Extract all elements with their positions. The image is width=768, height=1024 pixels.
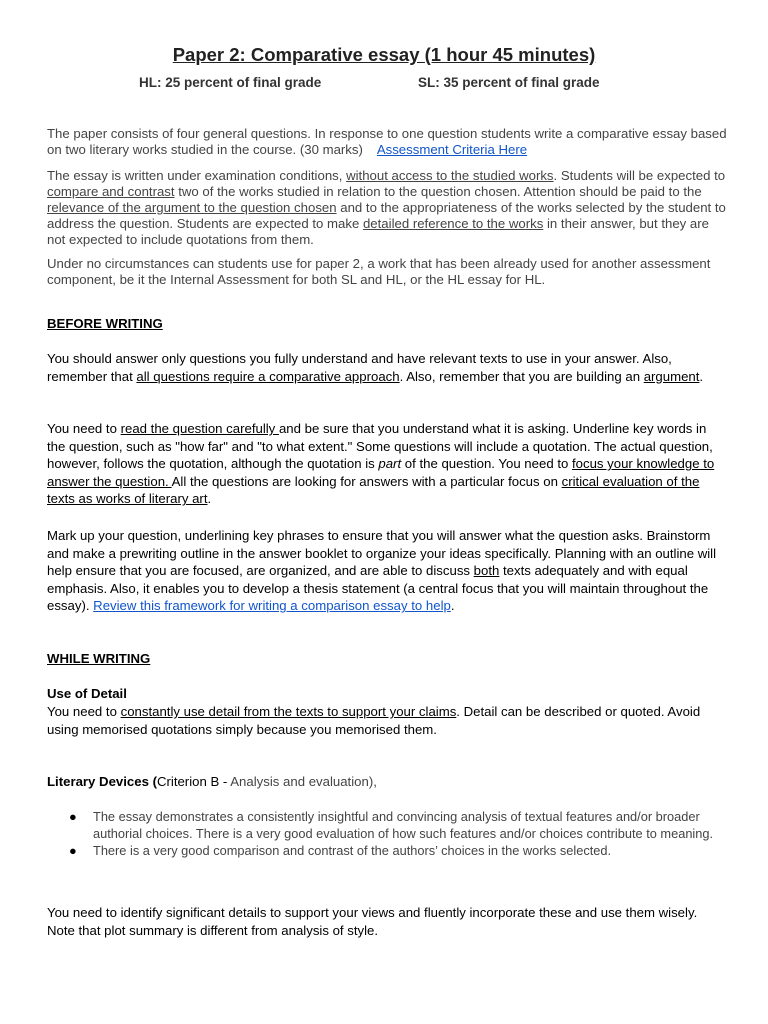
criterion-bullet-list <box>47 808 727 859</box>
text-run: . <box>450 598 455 614</box>
emphasis-text: critical evaluation of the texts as works of literary art <box>47 473 700 507</box>
text-run: You should answer only questions you fully understand and have relevant texts to use in your answer. Also, remember that <box>47 351 672 384</box>
emphasis-text: read the question carefully <box>120 421 279 436</box>
comparison-framework-link[interactable]: Review this framework for writing a comparison essay to help <box>93 598 451 614</box>
use-of-detail-paragraph <box>47 703 727 738</box>
emphasis-text: without access to the studied works <box>346 168 554 183</box>
literary-devices-heading <box>47 773 727 791</box>
emphasis-text: all questions require a comparative approach <box>136 368 400 384</box>
before-paragraph-3 <box>47 527 727 615</box>
text-run: . Students will be expected to <box>553 168 726 183</box>
text-run: . <box>207 491 212 507</box>
text-run: Analysis and evaluation), <box>230 774 377 789</box>
bullet-text: There is a very good comparison and contrast of the authors’ choices in the works selected. <box>93 843 612 858</box>
list-item <box>47 842 727 859</box>
text-run: in their answer, but they are not expected to include quotations from them. <box>47 216 709 247</box>
text-run: of the question. You need to <box>401 456 572 472</box>
text-run: . Also, remember that you are building an <box>399 368 644 384</box>
text-run: Literary Devices ( <box>47 774 157 789</box>
hl-grade-label: HL: 25 percent of final grade <box>139 75 322 90</box>
bullet-text: The essay demonstrates a consistently insightful and convincing analysis of textual features and/or broader authorial choices. There is a very good evaluation of how such features and/or choices contribute to meaning. <box>93 809 714 841</box>
text-run: . Detail can be described or quoted. Avoid using memorised quotations simply because you memorised them. <box>47 704 701 737</box>
text-run: and be sure that you understand what it is asking. Underline key words in the question, such as "how far" and "to what extent." Some questions will include a quotation. The actual question, however, follows the quotation, although the quotation is <box>47 421 713 472</box>
before-paragraph-1 <box>47 350 727 385</box>
text-run: . <box>699 368 704 384</box>
emphasis-text: detailed reference to the works <box>362 216 544 231</box>
intro-paragraph-2 <box>47 168 727 248</box>
text-run: Mark up your question, underlining key phrases to ensure that you will answer what the question asks. Brainstorm and make a prewriting outline in the answer booklet to organize your ideas specifically. Planning with an outline will help ensure that you are focused, are organized, and are able to discuss <box>47 528 717 579</box>
emphasis-text: focus your knowledge to answer the question. <box>47 456 715 489</box>
emphasis-text: constantly use detail from the texts to support your claims <box>120 704 457 719</box>
text-run: The essay is written under examination conditions, <box>47 168 347 183</box>
list-item <box>47 808 727 842</box>
italic-text: part <box>378 456 402 472</box>
text-run: Criterion B - <box>156 774 231 789</box>
text-run: texts adequately and with equal emphasis. Also, it enables you to develop a thesis statement (a central focus that you will maintain throughout the essay). <box>47 563 709 614</box>
sl-grade-label: SL: 35 percent of final grade <box>418 75 600 90</box>
bullet-icon: ● <box>69 809 77 824</box>
emphasis-text: relevance of the argument to the question chosen <box>47 200 337 215</box>
use-of-detail-heading: Use of Detail <box>47 686 127 701</box>
emphasis-text: argument <box>643 368 700 384</box>
closing-paragraph: You need to identify significant details to support your views and fluently incorporate these and use them wisely. Note that plot summary is different from analysis of style. <box>47 905 698 938</box>
before-writing-heading: BEFORE WRITING <box>47 316 163 331</box>
emphasis-text: compare and contrast <box>47 184 175 199</box>
text-run: All the questions are looking for answers with a particular focus on <box>171 473 562 489</box>
bullet-icon: ● <box>69 843 77 858</box>
text-run: two of the works studied in relation to the question chosen. Attention should be paid to the <box>174 184 702 199</box>
emphasis-text: both <box>473 563 500 579</box>
text-run: You need to <box>47 421 121 436</box>
text-run: and to the appropriateness of the works selected by the student to address the question. Students are expected to make <box>47 200 726 231</box>
text-run: You need to <box>47 704 121 719</box>
while-writing-heading: WHILE WRITING <box>47 651 151 666</box>
intro-paragraph-3: Under no circumstances can students use for paper 2, a work that has been already used for another assessment component, be it the Internal Assessment for both SL and HL, or the HL essay for HL. <box>47 256 711 287</box>
intro-text: The paper consists of four general questions. In response to one question students write a comparative essay based on two literary works studied in the course. (30 marks) <box>47 126 727 157</box>
before-paragraph-2 <box>47 420 727 508</box>
assessment-criteria-link[interactable]: Assessment Criteria Here <box>376 142 528 157</box>
page-title: Paper 2: Comparative essay (1 hour 45 minutes) <box>172 44 596 65</box>
intro-paragraph-1 <box>47 126 727 158</box>
